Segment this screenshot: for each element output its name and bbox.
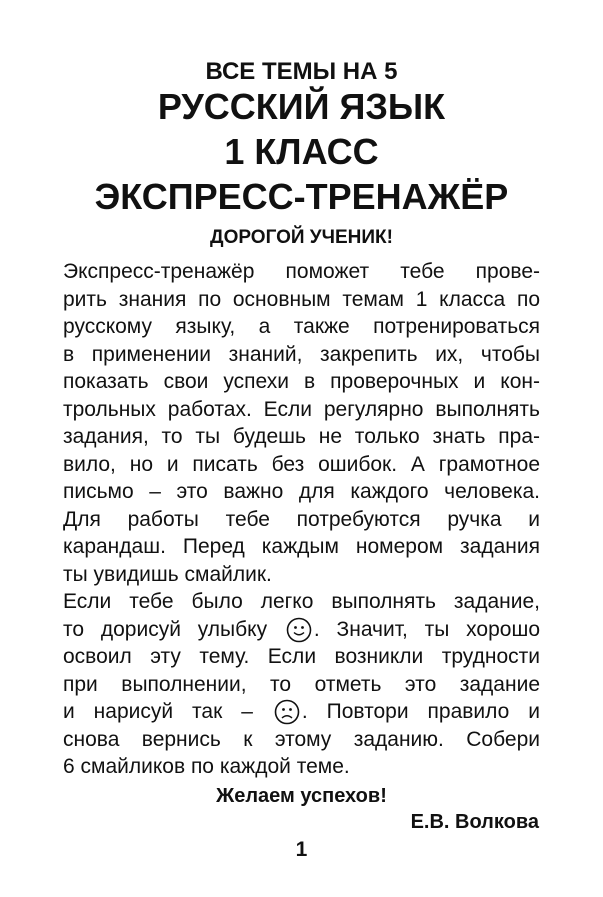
text-line: показать свои успехи в проверочных и кон- [63,370,540,393]
text-line: снова вернись к этому заданию. Собери [63,727,540,751]
closing-wish: Желаем успехов! [216,785,387,807]
text-line: русскому языку, а также потренироваться [63,315,540,338]
text-line: в применении знаний, закрепить их, чтобы [63,342,540,366]
text-line: письмо – это важно для каждого человека. [63,480,540,503]
text-line: трольных работах. Если регулярно выполнять [63,397,540,421]
sad-smiley-icon [274,699,300,725]
text-line: Экспресс-тренажёр поможет тебе прове- [63,260,540,283]
text-line: освоил эту тему. Если возникли трудности [63,645,540,668]
text-line: рить знания по основным темам 1 класса по [63,287,540,311]
text-line: карандаш. Перед каждым номером задания [63,535,540,558]
subject-title: РУССКИЙ ЯЗЫК [157,86,446,127]
author-name: Е.В. Волкова [410,811,539,833]
series-title: ВСЕ ТЕМЫ НА 5 [205,58,398,85]
text-line-happy-smiley: то дорисуй улыбку . Значит, ты хорошо [63,616,540,644]
grade-title: 1 КЛАСС [224,131,379,172]
happy-smiley-icon [286,617,312,643]
greeting-heading: ДОРОГОЙ УЧЕНИК! [210,227,393,248]
text-line: вило, но и писать без ошибок. А грамотное [63,452,540,476]
text-line: при выполнении, то отметь это задание [63,672,540,696]
text-line-sad-smiley: и нарисуй так – . Повтори правило и [63,698,540,726]
text-line: Если тебе было легко выполнять задание, [63,590,540,613]
intro-text [63,258,540,781]
text-line: ты увидишь смайлик. [63,562,272,586]
page-number: 1 [295,838,308,861]
text-line: 6 смайликов по каждой теме. [63,755,350,778]
text-line: Для работы тебе потребуются ручка и [63,507,540,531]
book-title: ЭКСПРЕСС-ТРЕНАЖЁР [94,176,509,217]
text-line: задания, то ты будешь не только знать пра- [63,425,540,448]
